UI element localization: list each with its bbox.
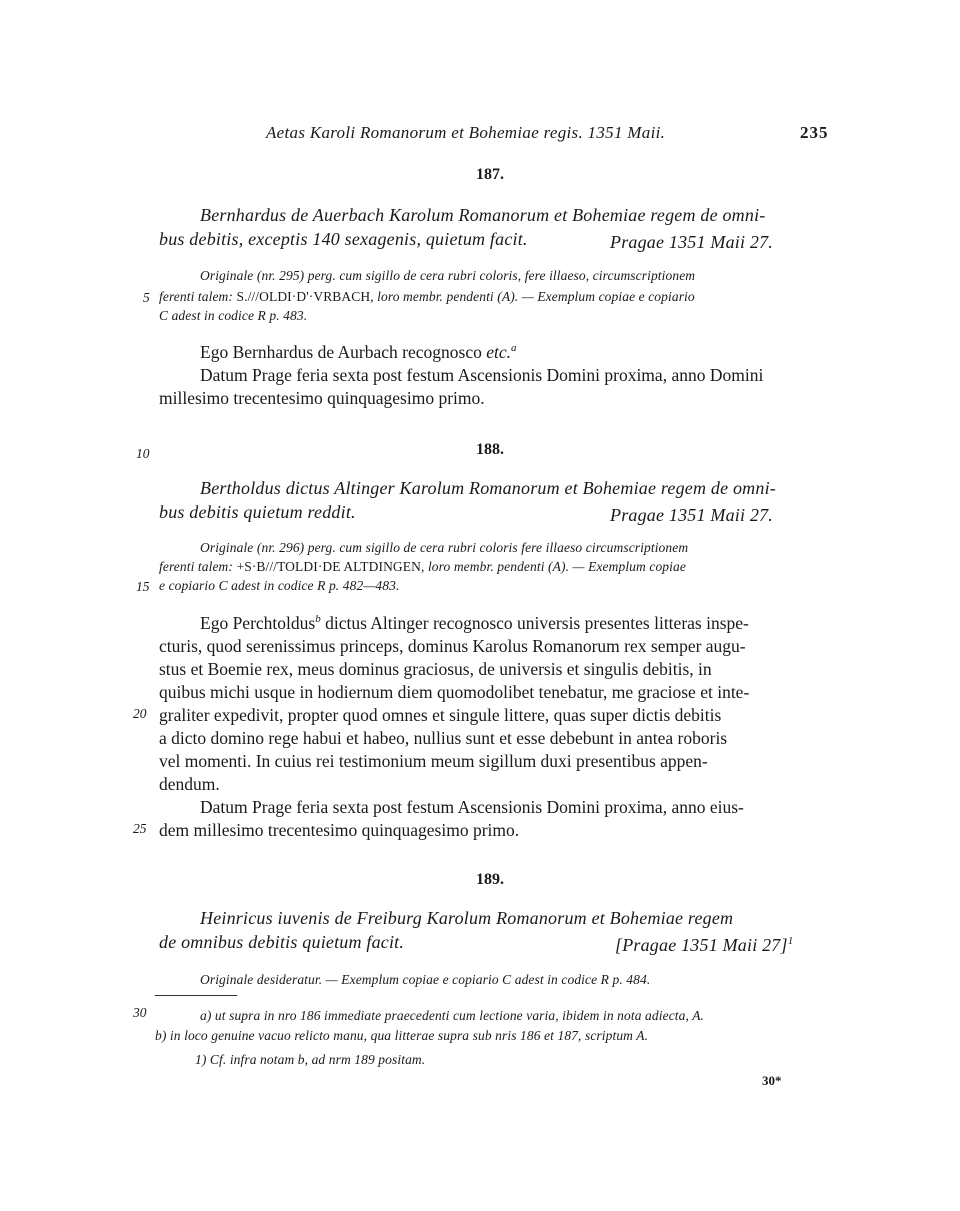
text-188-line-4: quibus michi usque in hodiernum diem quomodolibet tenebatur, me graciose et inte-	[159, 682, 750, 702]
text-187-ego: Ego Bernhardus de Aurbach recognosco	[200, 342, 482, 362]
page-number: 235	[800, 123, 829, 142]
text-188-dictus: dictus Altinger recognosco universis presentes litteras inspe-	[320, 613, 749, 633]
note-187-loro: loro membr. pendenti (A). — Exemplum copiae e copiario	[377, 289, 695, 304]
text-188-line-7: vel momenti. In cuius rei testimonium meum sigillum duxi presentibus appen-	[159, 751, 708, 771]
text-188-line-9: Datum Prage feria sexta post festum Ascensionis Domini proxima, anno eius-	[200, 797, 744, 817]
text-187-line-2: Datum Prage feria sexta post festum Ascensionis Domini proxima, anno Domini	[200, 365, 764, 385]
note-187-line-2	[159, 289, 695, 305]
seal-inscription-188: +S·B///TOLDI·DE ALTDINGEN,	[236, 559, 425, 574]
text-187-etc: etc.	[486, 342, 512, 362]
text-188-line-1	[200, 613, 749, 634]
footnote-a: a) ut supra in nro 186 immediate praecedenti cum lectione varia, ibidem in nota adiecta, A.	[200, 1008, 705, 1023]
line-number-25: 25	[133, 821, 147, 836]
note-188-ferenti: ferenti talem:	[159, 559, 234, 574]
seal-inscription-187: S.///OLDI·D'·VRBACH,	[236, 289, 374, 304]
text-188-line-2: cturis, quod serenissimus princeps, dominus Karolus Romanorum rex semper augu-	[159, 636, 746, 656]
running-header	[0, 123, 960, 145]
regest-189-date-text: [Pragae 1351 Maii 27]	[615, 935, 788, 955]
text-187-line-1	[200, 342, 517, 363]
regest-188-line-1: Bertholdus dictus Altinger Karolum Romanorum et Bohemiae regem de omni-	[200, 478, 776, 498]
footnote-1: 1) Cf. infra notam b, ad nrm 189 positam.	[195, 1052, 426, 1067]
regest-189-line-2: de omnibus debitis quietum facit.	[159, 932, 405, 952]
line-number-20: 20	[133, 706, 147, 721]
signature-mark: 30*	[762, 1073, 782, 1088]
note-187-line-3: C adest in codice R p. 483.	[159, 308, 308, 323]
document-number-187: 187.	[476, 166, 504, 183]
document-number-189: 189.	[476, 871, 504, 888]
text-188-line-3: stus et Boemie rex, meus dominus graciosus, de universis et singulis debitis, in	[159, 659, 712, 679]
line-number-10: 10	[136, 446, 150, 461]
text-188-line-5: graliter expedivit, propter quod omnes et singule littere, quas super dictis debitis	[159, 705, 722, 725]
note-188-line-3: e copiario C adest in codice R p. 482—483.	[159, 578, 400, 593]
running-title: Aetas Karoli Romanorum et Bohemiae regis. 1351 Maii.	[266, 123, 666, 142]
text-188-line-8: dendum.	[159, 774, 220, 794]
regest-188-line-2: bus debitis quietum reddit.	[159, 502, 356, 522]
note-188-line-2	[159, 559, 686, 575]
document-number-188: 188.	[476, 441, 504, 458]
note-188-loro: loro membr. pendenti (A). — Exemplum copiae	[427, 559, 686, 574]
line-number-30: 30	[133, 1005, 147, 1020]
regest-189-line-1: Heinricus iuvenis de Freiburg Karolum Romanorum et Bohemiae regem	[200, 908, 734, 928]
note-187-line-1: Originale (nr. 295) perg. cum sigillo de cera rubri coloris, fere illaeso, circumscriptionem	[200, 268, 696, 283]
regest-187-date: Pragae 1351 Maii 27.	[610, 232, 773, 252]
footnote-marker-a: a	[511, 342, 517, 355]
line-number-5: 5	[143, 290, 150, 305]
text-188-line-10: dem millesimo trecentesimo quinquagesimo primo.	[159, 820, 520, 840]
regest-187-line-1: Bernhardus de Auerbach Karolum Romanorum et Bohemiae regem de omni-	[200, 205, 766, 225]
line-number-15: 15	[136, 579, 150, 594]
text-188-ego: Ego Perchtoldus	[200, 613, 316, 633]
regest-188-date: Pragae 1351 Maii 27.	[610, 505, 773, 525]
footnote-rule	[155, 995, 237, 996]
footnote-marker-1: 1	[787, 935, 794, 947]
note-188-line-1: Originale (nr. 296) perg. cum sigillo de cera rubri coloris fere illaeso circumscriptionem	[200, 540, 689, 555]
text-188-line-6: a dicto domino rege habui et habeo, nullius sunt et esse debebunt in antea roboris	[159, 728, 728, 748]
regest-189-date	[615, 935, 793, 956]
footnote-marker-b: b	[315, 613, 321, 626]
note-187-ferenti: ferenti talem:	[159, 289, 234, 304]
note-189-line-1: Originale desideratur. — Exemplum copiae e copiario C adest in codice R p. 484.	[200, 972, 651, 987]
footnote-b: b) in loco genuine vacuo relicto manu, qua litterae supra sub nris 186 et 187, scriptum A.	[155, 1028, 649, 1043]
regest-187-line-2: bus debitis, exceptis 140 sexagenis, quietum facit.	[159, 229, 528, 249]
text-187-line-3: millesimo trecentesimo quinquagesimo primo.	[159, 388, 485, 408]
